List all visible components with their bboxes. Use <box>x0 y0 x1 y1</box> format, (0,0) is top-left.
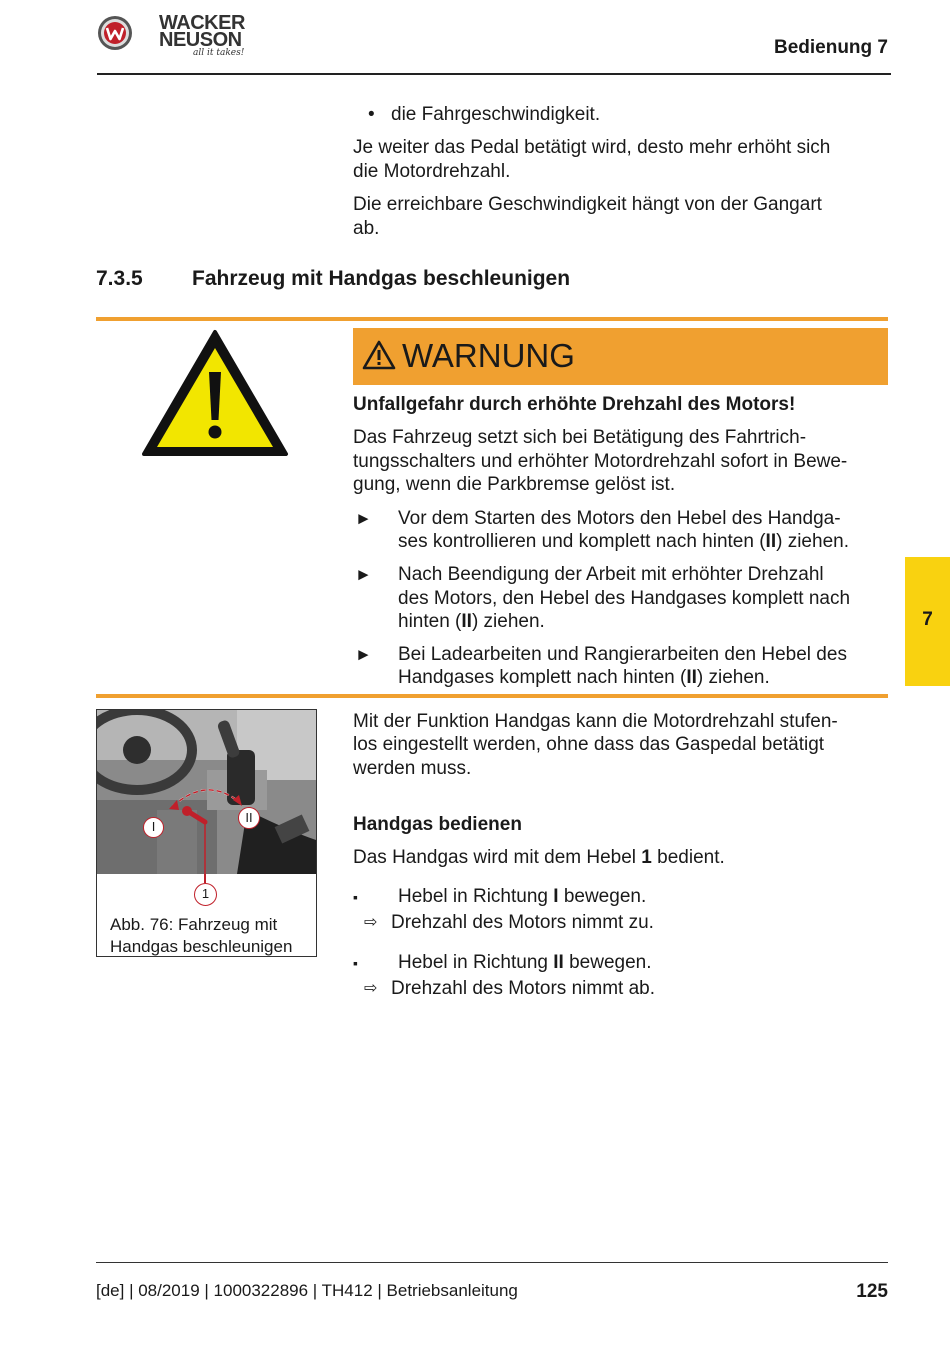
figure-caption-line1: Abb. 76: Fahrzeug mit <box>110 915 278 934</box>
action-arrow-icon: ► <box>355 509 372 528</box>
result-arrow-icon: ⇨ <box>364 914 378 931</box>
chapter-side-tab-number: 7 <box>922 609 933 630</box>
warning-step1-line2: ses kontrollieren und komplett nach hinten (II) ziehen. <box>398 531 849 552</box>
warning-small-icon <box>362 340 396 370</box>
section-number: 7.3.5 <box>96 267 143 290</box>
warning-body-line2: tungsschalters und erhöhter Motordrehzahl sofort in Bewe- <box>353 451 848 472</box>
brand-name-line1: WACKER <box>159 12 245 34</box>
brand-name-line2: NEUSON <box>159 29 242 51</box>
warning-headline: Unfallgefahr durch erhöhte Drehzahl des Motors! <box>353 394 796 415</box>
figure-label-1: 1 <box>194 883 217 906</box>
handgas-lever-photo <box>97 710 316 874</box>
warning-body-line3: gung, wenn die Parkbremse gelöst ist. <box>353 474 676 495</box>
step1-result: Drehzahl des Motors nimmt zu. <box>391 912 654 933</box>
intro-para2-line1: Die erreichbare Geschwindigkeit hängt von der Gangart <box>353 194 822 215</box>
subheading-handgas: Handgas bedienen <box>353 814 522 835</box>
intro-para1-line1: Je weiter das Pedal betätigt wird, desto mehr erhöht sich <box>353 137 831 158</box>
warning-bottom-rule <box>96 694 888 698</box>
footer-divider <box>96 1262 888 1263</box>
header-divider <box>97 73 891 75</box>
footer-document-info: [de] | 08/2019 | 1000322896 | TH412 | Betriebsanleitung <box>96 1281 518 1300</box>
action-arrow-icon: ► <box>355 565 372 584</box>
figure-label-I: I <box>143 817 164 838</box>
result-arrow-icon: ⇨ <box>364 980 378 997</box>
step2-result: Drehzahl des Motors nimmt ab. <box>391 978 655 999</box>
intro-para2-line2: ab. <box>353 218 380 239</box>
warning-label: WARNUNG <box>402 337 575 374</box>
figure-caption-line2: Handgas beschleunigen <box>110 937 293 956</box>
intro-bullet: die Fahrgeschwindigkeit. <box>391 104 601 125</box>
action-arrow-icon: ► <box>355 645 372 664</box>
warning-step1-line1: Vor dem Starten des Motors den Hebel des Handga- <box>398 508 841 529</box>
warning-body-line1: Das Fahrzeug setzt sich bei Betätigung des Fahrtrich- <box>353 427 807 448</box>
step2-instruction: Hebel in Richtung II bewegen. <box>398 952 652 973</box>
warning-step2-line3: hinten (II) ziehen. <box>398 611 545 632</box>
warning-step2-line1: Nach Beendigung der Arbeit mit erhöhter Drehzahl <box>398 564 824 585</box>
bullet-dot: • <box>368 104 375 125</box>
page-number: 125 <box>856 1281 888 1302</box>
figure-label-II: II <box>238 807 260 829</box>
function-para-line3: werden muss. <box>353 758 472 779</box>
chapter-title: Bedienung 7 <box>773 37 888 58</box>
warning-step2-line2: des Motors, den Hebel des Handgases komplett nach <box>398 588 851 609</box>
step1-instruction: Hebel in Richtung I bewegen. <box>398 886 647 907</box>
warning-top-rule <box>96 317 888 321</box>
wacker-neuson-logo-icon <box>97 15 133 51</box>
warning-step3-line2: Handgases komplett nach hinten (II) ziehen. <box>398 667 770 688</box>
step-square-icon: ▪ <box>353 889 358 905</box>
lever-sentence: Das Handgas wird mit dem Hebel 1 bedient. <box>353 847 725 868</box>
function-para-line1: Mit der Funktion Handgas kann die Motordrehzahl stufen- <box>353 711 838 732</box>
function-para-line2: los eingestellt werden, ohne dass das Gaspedal betätigt <box>353 734 825 755</box>
warning-step3-line1: Bei Ladearbeiten und Rangierarbeiten den Hebel des <box>398 644 847 665</box>
step-square-icon: ▪ <box>353 955 358 971</box>
intro-para1-line2: die Motordrehzahl. <box>353 161 511 182</box>
warning-triangle-icon <box>140 328 290 458</box>
brand-slogan: all it takes! <box>193 48 245 58</box>
section-title: Fahrzeug mit Handgas beschleunigen <box>192 267 571 290</box>
figure-leader-line <box>204 874 206 883</box>
chapter-side-tab <box>905 557 950 686</box>
